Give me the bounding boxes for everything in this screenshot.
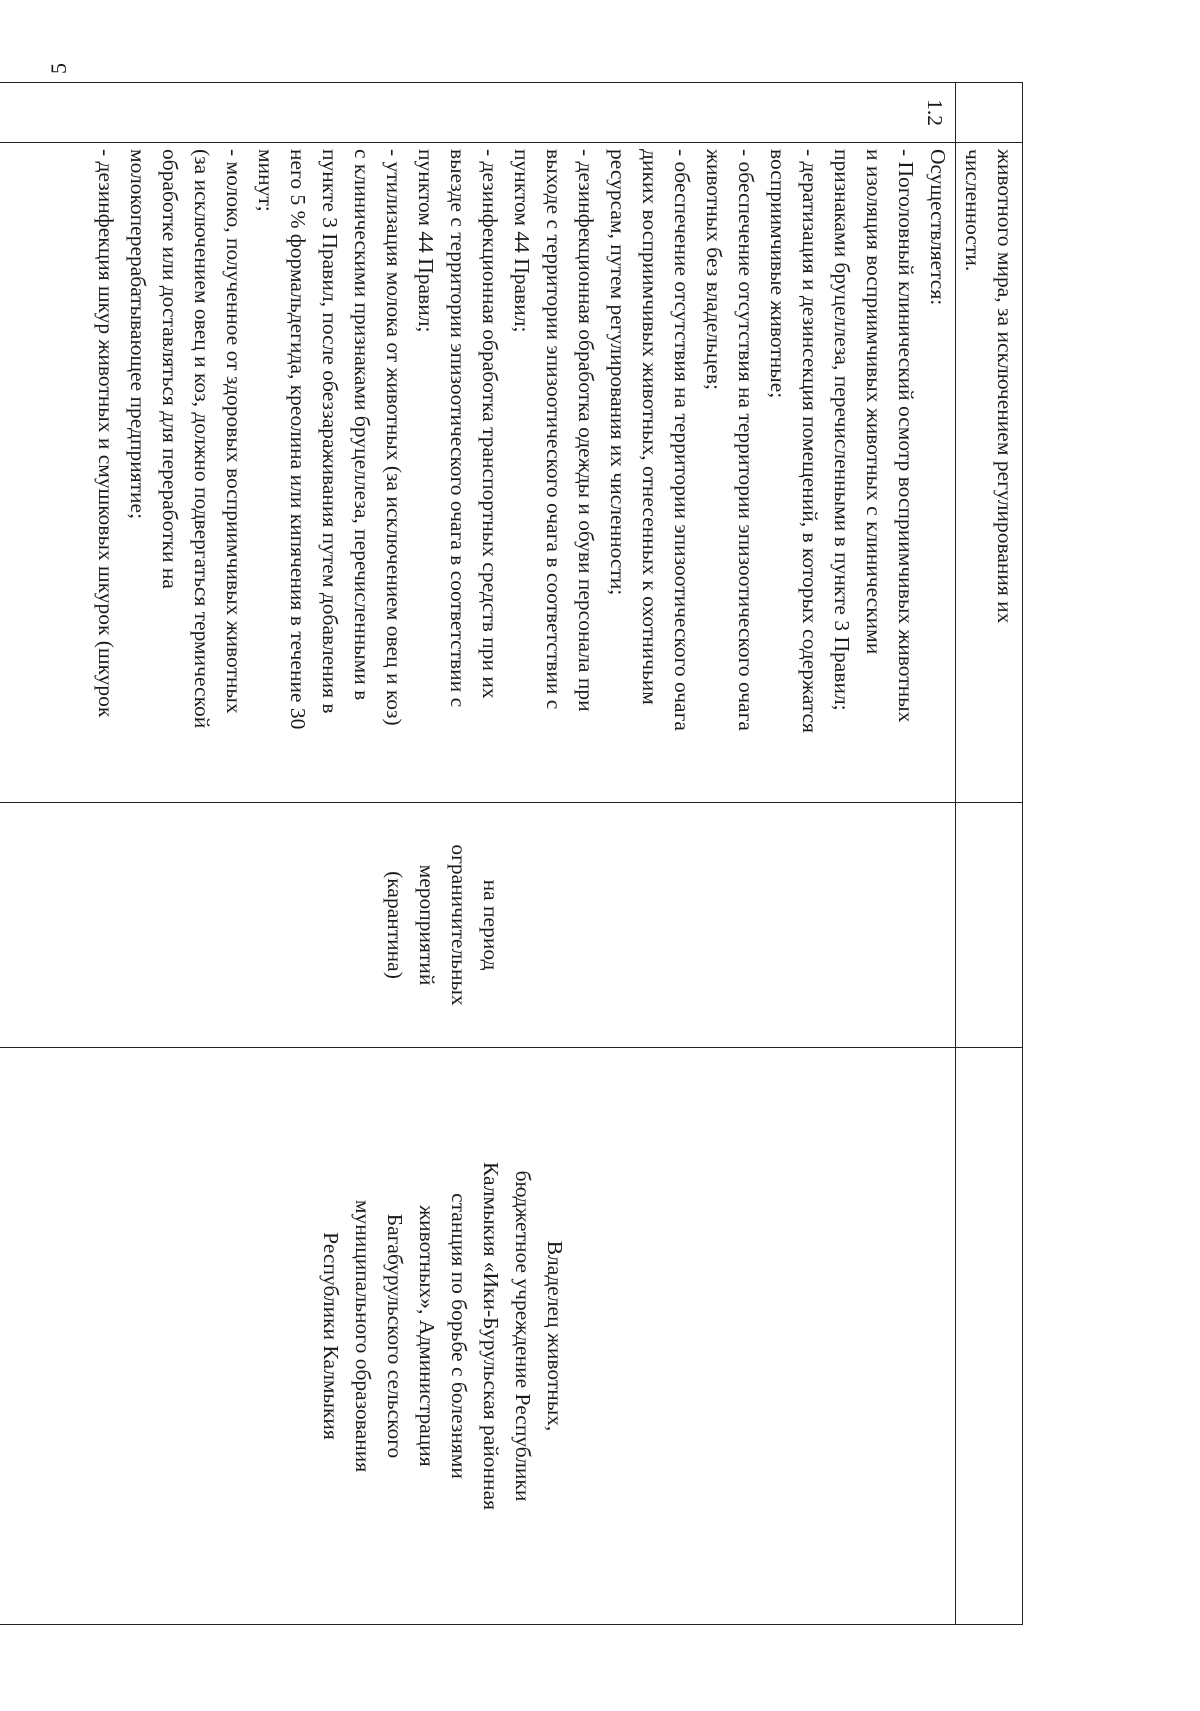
- text-line: животного мира, за исключением регулирования их: [993, 149, 1017, 624]
- text-line: и изоляция восприимчивых животных с клиническими: [862, 149, 886, 655]
- table-row: [0, 83, 956, 1625]
- text-line: - утилизация молока от животных (за исключением овец и коз): [382, 149, 406, 726]
- row-number-cell: 1.2: [0, 83, 956, 143]
- measures-table: [0, 82, 1023, 1625]
- table-row: [956, 83, 1023, 1625]
- measure-description-cell: [0, 143, 956, 803]
- text-line: диких восприимчивых животных, отнесенных к охотничьим: [638, 149, 662, 705]
- text-line: восприимчивые животные;: [766, 149, 790, 399]
- text-line: обработке или доставляться для переработки на: [158, 149, 182, 589]
- text-line: - обеспечение отсутствия на территории эпизоотического очага: [734, 149, 758, 731]
- period-cell: [0, 803, 956, 1048]
- responsible-line: Багабурульского сельского: [383, 1213, 407, 1459]
- text-line: - дератизация и дезинсекция помещений, в которых содержатся: [798, 149, 822, 733]
- text-line: - Поголовный клинический осмотр восприимчивых животных: [894, 149, 918, 723]
- text-line: него 5 % формальдегида, креолина или кипячения в течение 30: [286, 149, 310, 730]
- text-line: Осуществляется:: [926, 149, 950, 306]
- text-line: выезде с территории эпизоотического очага в соответствии с: [446, 149, 470, 708]
- text-line: численности.: [961, 149, 985, 272]
- text-line: с клиническими признаками бруцеллеза, перечисленными в: [350, 149, 374, 701]
- text-line: - обеспечение отсутствия на территории эпизоотического очага: [670, 149, 694, 731]
- period-line: ограничительных: [447, 844, 471, 1006]
- responsible-line: станция по борьбе с болезнями: [447, 1193, 471, 1479]
- text-line: (за исключением овец и коз, должно подвергаться термической: [190, 149, 214, 729]
- responsible-cell: [0, 1048, 956, 1625]
- text-line: молокоперерабатывающее предприятие;: [126, 149, 150, 520]
- page-number: 5: [46, 63, 71, 74]
- text-line: - дезинфекционная обработка одежды и обуви персонала при: [574, 149, 598, 712]
- text-line: ресурсам, путем регулирования их численности;: [606, 149, 630, 596]
- text-line: минут;: [254, 149, 278, 212]
- responsible-line: бюджетное учреждение Республики: [511, 1170, 535, 1502]
- text-line: животных без владельцев;: [702, 149, 726, 390]
- responsible-line: Калмыкия «Ики-Бурульская районная: [479, 1162, 503, 1510]
- period-cell: [956, 803, 1023, 1048]
- responsible-line: муниципального образования: [351, 1199, 375, 1473]
- text-line: - молоко, полученное от здоровых восприимчивых животных: [222, 149, 246, 714]
- text-line: - дезинфекция шкур животных и смушковых шкурок (шкурок: [94, 149, 118, 718]
- text-line: пунктом 44 Правил;: [510, 149, 534, 333]
- responsible-line: животных», Администрация: [415, 1205, 439, 1467]
- text-line: выходе с территории эпизоотического очага в соответствии с: [542, 149, 566, 710]
- text-line: - дезинфекционная обработка транспортных средств при их: [478, 149, 502, 699]
- responsible-line: Владелец животных,: [543, 1240, 567, 1432]
- period-line: на период: [479, 879, 503, 971]
- row-number-cell: [956, 83, 1023, 143]
- text-line: пункте 3 Правил, после обеззараживания путем добавления в: [318, 149, 342, 714]
- text-line: пунктом 44 Правил;: [414, 149, 438, 333]
- responsible-line: Республики Калмыкия: [319, 1232, 343, 1440]
- period-line: мероприятий: [415, 864, 439, 986]
- responsible-cell: [956, 1048, 1023, 1625]
- text-line: признаками бруцеллеза, перечисленными в пункте 3 Правил;: [830, 149, 854, 711]
- period-line: (карантина): [383, 871, 407, 979]
- measure-description-cell: [956, 143, 1023, 803]
